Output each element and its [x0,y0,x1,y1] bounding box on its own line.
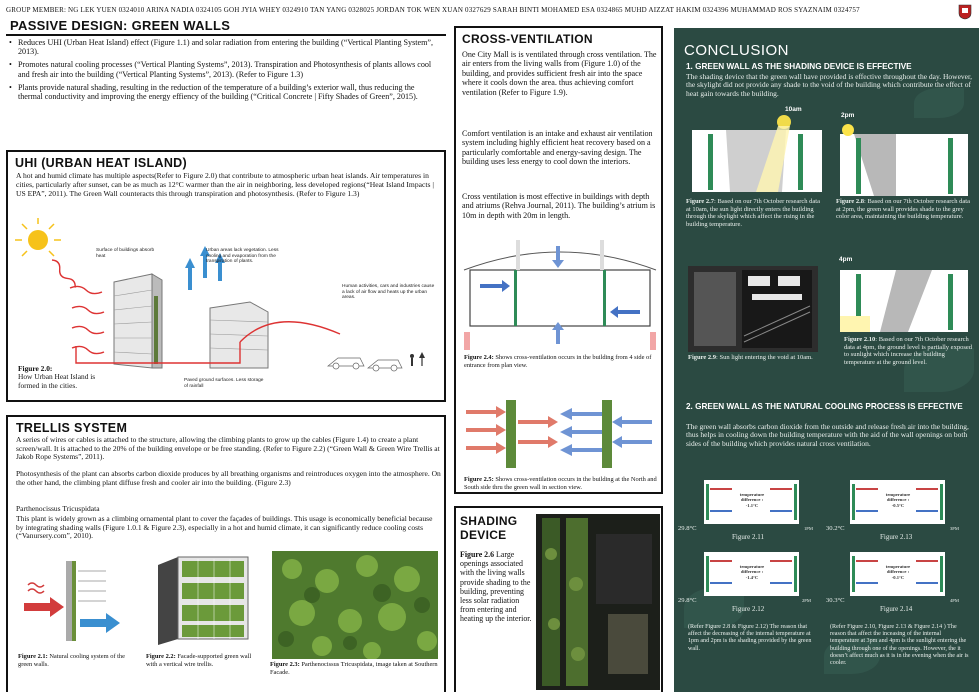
thermal-diagram-2-12 [704,552,799,596]
temp-2-14: 30.3°C [826,597,845,604]
figure-2-4-caption [464,354,660,369]
cross-ventilation-p1: One City Mall is is ventilated through cross ventilation. The air enters from the living walls from (Figure 1.0) of the building, and provides sufficient fresh air into the space where it cools down the area. thus achieving comfort ventilation (Refer to Figure 1.9). [462,50,657,97]
uhi-label-paved: Paved ground surfaces. Less storage of rainfall [184,378,264,389]
temp-2-11: 29.8°C [678,525,697,532]
figure-2-2-label: Figure 2.2: [146,653,176,660]
temp-2-12: 29.8°C [678,597,697,604]
cross-ventilation-p3: Cross ventilation is most effective in buildings with depth and atriums (Rehva Journal, 2011). The building’s atrium is 10m in depth with 20m in length. [462,192,656,220]
figure-2-8-label: Figure 2.8 [836,198,865,205]
time-2pm: 2pm [841,112,855,119]
figure-2-11-label: Figure 2.11 [732,533,765,541]
bullet-shading: • Plants provide natural shading, resulting in the reduction of the temperature of a building’s exterior wall, thus reducing the thermal conductivity and improving the energy effiency of the building (“Critical Concrete | Fifty Shades of Green”, 2015). [8,83,438,102]
figure-2-12-label: Figure 2.12 [732,605,765,613]
shading-title [460,514,517,542]
figure-2-7-text: : Based on our 7th October research data at 10am, the sun light directly enters the building through the skylight which affect the rising in the building temperature. [686,198,820,228]
figure-2-0-caption [18,365,108,390]
figure-2-2-text: Facade-supported green wall with a vertical wire trellis. [146,653,252,668]
figure-2-1-diagram [20,557,132,645]
trellis-p2: Photosynthesis of the plant can absorbs carbon dioxide produces by all breathing organisms and reintroduces oxygen into the atmosphere. On the other hand, the climbing plant diffuse fresh and cooler air into the building. (Figure 2.3) [16,469,441,487]
diff-label-2-13: temperature difference : [885,492,911,503]
time-2-13: 3PM [950,526,959,531]
section-2-title: 2. GREEN WALL AS THE NATURAL COOLING PROCESS IS EFFECTIVE [686,402,963,411]
bullet-uhi: • Reduces UHI (Urban Heat Island) effect (Figure 1.1) and solar radiation from entering the building (“Vertical Planting System”, 2013). [8,38,438,57]
figure-2-10-diagram [836,266,972,336]
figure-2-7-label: Figure 2.7 [686,198,715,205]
figure-2-4-label: Figure 2.4: [464,354,494,361]
time-2-12: 2PM [802,598,811,603]
figure-2-7-diagram [686,112,826,194]
trellis-p3-head: Parthenocissus Tricuspidata [16,504,100,513]
conclusion-panel [674,28,979,692]
figure-2-3-caption [270,661,440,676]
figure-2-2-caption [146,653,258,668]
trellis-title: TRELLIS SYSTEM [16,421,128,435]
figure-2-0-label: Figure 2.0: [18,364,53,373]
time-2-14: 4PM [950,598,959,603]
uhi-body: A hot and humid climate has multiple aspects(Refer to Figure 2.0) that contribute to atmospheric urban heat islands. Air temperatures in cities, particularly after sunset, can be as much as 12°C warmer than the air in neighboring, less developed regions(“Heat Island Impacts | US EPA”, 2011). The Green Wall counteracts this through transpiration and photosynthesis. (Refer to Figure 1.3) [16,171,434,198]
diff-label-2-14: temperature difference : [885,564,911,575]
figure-2-14-label: Figure 2.14 [880,605,913,613]
figure-2-8-diagram [836,124,972,198]
shading-caption [460,550,534,624]
cross-ventilation-title: CROSS-VENTILATION [462,32,593,46]
figure-2-5-label: Figure 2.5: [464,476,494,483]
diff-value-2-14: -0.1°C [891,574,905,580]
figure-2-6-text: Large openings associated with the living walls provide shading to the building, preventing less solar radiation from entering and heating up the interior. [460,550,532,624]
figure-2-5-text: Shows cross-ventilation occurs in the building at the North and South side thru the green wall in section view. [464,476,657,491]
figure-2-7-caption [686,198,826,228]
trellis-p3: This plant is widely grown as a climbing ornamental plant to cover the façades of buildings. This usage is economically beneficial because by integrating shading walls (Figure 1.0.1 & Figure 2.3), especially in a hot and humid climate, it can significantly reduce cooling costs (“Vanursery.com”, 2010). [16,514,433,541]
figure-2-5-diagram [466,396,652,472]
time-2-11: 1PM [804,526,813,531]
diff-value-2-13: -0.5°C [891,502,905,508]
group-members: GROUP MEMBER: NG LEK YUEN 0324010 ARINA NADIA 0324105 GOH JYIA WHEY 0324910 TAN YANG 0328025 JORDAN TOK WEN XUAN 0327629 SARAH BINTI MOHAMED ESA 0324865 MUHD AIZZAT HAKIM 0324396 MUHAMMAD ROS SYAZNAIM 0324757 [6,6,860,14]
figure-2-6-label: Figure 2.6 [460,550,495,559]
thermal-diagram-2-14 [850,552,945,596]
uhi-label-surface: Surface of buildings absorb heat [96,248,155,259]
note-2: (Refer Figure 2.10, Figure 2.13 & Figure 2.14 ) The reason that affect the inceasing of the internal temperature at 3pm and 4pm is the sunlight entering the building through one of the openings. However, the it doesn’t affect much as it is in the evening when the air is cooler. [830,624,969,667]
passive-design-title: PASSIVE DESIGN: GREEN WALLS [10,18,231,33]
trellis-panel [6,415,446,692]
diff-value-2-11: -1.1°C [745,502,759,508]
thermal-diagram-2-11 [704,480,799,524]
bullet-cooling: • Promotes natural cooling processes (“Vertical Planting Systems”, 2013). Transpiration and Photosynthesis of plants allows cool and fresh air into the building (“Vertical Planting Systems”, 2013). (Refer to Figure 1.3) [8,60,438,79]
figure-2-10-label: Figure 2.10 [844,336,876,343]
title-rule [6,34,446,36]
figure-2-2-diagram [148,555,258,647]
shading-title-line2: DEVICE [460,528,507,542]
section-2-body: The green wall absorbs carbon dioxide from the outside and release fresh air into the building, thus helps in cooling down the building temperature with the aid of the wall openings on both sides of the building which provides natural cross ventilation. [686,422,969,448]
diff-label-2-12: temperature difference : [739,564,765,575]
figure-2-0-text: How Urban Heat Island is formed in the cities. [18,372,96,390]
thermal-diagram-2-13 [850,480,945,524]
figure-2-8-text: : Based on our 7th October research data at 2pm, the green wall provides shade to the grey color area, maintaining the building temperature. [836,198,970,221]
diff-label-2-11: temperature difference : [739,492,765,503]
figure-2-6-photo [536,514,660,690]
temp-2-13: 30.2°C [826,525,845,532]
figure-2-9-text: : Sun light entering the void at 10am. [716,354,813,361]
figure-2-13-label: Figure 2.13 [880,533,913,541]
uhi-panel [6,150,446,402]
university-logo [958,4,972,20]
figure-2-9-label: Figure 2.9 [688,354,717,361]
figure-2-4-diagram [460,240,660,350]
conclusion-title: CONCLUSION [684,42,790,59]
figure-2-10-text: : Based on our 7th October research data at 4pm, the ground level is partially exposed to sunlight which increase the building temperature at the ground level. [844,336,972,366]
cross-ventilation-panel [454,26,663,494]
time-10am: 10am [785,106,802,113]
note-1: (Refer Figure 2.8 & Figure 2.12) The reason that affect the decreasing of the internal temperature at 1pm and 2pm is the shading provided by the green wall. [688,624,812,652]
figure-2-8-caption [836,198,972,221]
figure-2-9-caption [688,354,818,362]
figure-2-5-caption [464,476,660,491]
figure-2-3-label: Figure 2.3: [270,661,300,668]
figure-2-3-text: Parthenocissus Tricuspidata, image taken at Southern Facade. [270,661,438,676]
shading-device-panel [454,506,663,692]
shading-title-line1: SHADING [460,514,518,528]
diff-value-2-12: -1.4°C [745,574,759,580]
figure-2-9-photo [688,266,818,352]
figure-2-1-text: Natural cooling system of the green walls. [18,653,125,668]
section-1-body: The shading device that the green wall have provided is effective throughout the day. However, the skylight did not provide any shade to the void of the building which contribute the effect of heat gain towards the building. [686,72,973,98]
uhi-label-human: Human activities, cars and industries cause a lack of air flow and heats up the urban areas. [342,284,435,301]
passive-bullets [8,38,438,105]
figure-2-1-caption [18,653,138,668]
time-4pm: 4pm [839,256,853,263]
uhi-label-vegetation: Urban areas lack vegetation. Less cooling and evaporation from the transpiration of plants. [206,248,279,265]
trellis-p1: A series of wires or cables is attached to the structure, allowing the climbing plants to grow up the cables (Figure 1.4) to create a plant screen/wall. It is attached to the 20% of the building envelope or be free standing. (Refer to Figure 2.2) (“Green Wall & Green Wire Trellis at Jakob Rope Systems”, 2011). [16,435,440,462]
figure-2-4-text: Shows cross-ventilation occurs in the building from 4 side of entrance from plan view. [464,354,652,369]
section-1-title: 1. GREEN WALL AS THE SHADING DEVICE IS EFFECTIVE [686,62,912,71]
figure-2-3-photo [272,551,438,659]
cross-ventilation-p2: Comfort ventilation is an intake and exhaust air ventilation system including highly efficient heat recovery based on a particularly comfortable and energy-saving design. The building uses less energy to cool down the interiors. [462,129,653,167]
figure-2-1-label: Figure 2.1: [18,653,48,660]
uhi-title: UHI (URBAN HEAT ISLAND) [15,156,187,170]
figure-2-10-caption [844,336,972,366]
